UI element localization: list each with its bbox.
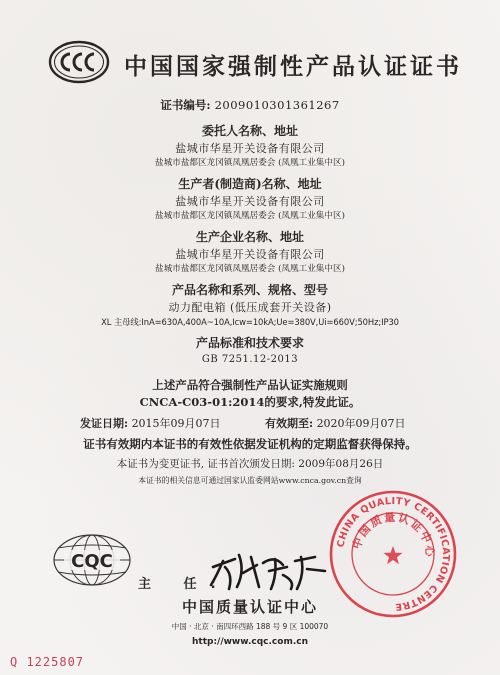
inquiry-note: 本证书的相关信息可通过国家认监委网站www.cnca.gov.cn查询 [138, 476, 362, 485]
factory-address: 盐城市盐都区龙冈镇凤凰居委会 (凤凰工业集中区) [155, 264, 345, 274]
expiry-date: 2020年09月07日 [316, 417, 406, 430]
issuer-url[interactable]: http://www.cqc.com.cn [191, 637, 308, 647]
certificate-number [0, 97, 500, 113]
director-signature [205, 545, 335, 593]
manufacturer-label: 生产者(制造商)名称、地址 [178, 177, 322, 191]
product-name: 动力配电箱 (低压成套开关设备) [168, 301, 332, 314]
applicant-label: 委托人名称、地址 [201, 124, 298, 138]
product-label: 产品名称和系列、规格、型号 [171, 283, 328, 297]
factory-label: 生产企业名称、地址 [195, 230, 304, 244]
serial-number: Q 1225807 [10, 655, 85, 669]
expiry-date-label: 有效期至: [265, 417, 314, 430]
certificate-number-value: 2009010301361267 [214, 98, 340, 112]
standard-value: GB 7251.12-2013 [201, 354, 299, 365]
issue-date-label: 发证日期: [80, 417, 129, 430]
issue-date: 2015年09月07日 [131, 417, 221, 430]
cqc-globe-icon [50, 532, 134, 588]
change-note: 本证书为变更证书, 证书首次颁发日期: 2009年08月26日 [116, 458, 384, 470]
certificate-title: 中国国家强制性产品认证证书 [124, 54, 462, 80]
validity-note: 证书有效期内本证书的有效性依据发证机构的定期监督获得保持。 [83, 437, 417, 451]
rule-line-2: CNCA-C03-01:2014的要求,特发此证。 [139, 395, 361, 409]
applicant-address: 盐城市盐都区龙冈镇凤凰居委会 (凤凰工业集中区) [155, 158, 345, 168]
issuer-name: 中国质量认证中心 [181, 598, 318, 616]
stamp-inner-text: 中国质量认证中心 [350, 510, 437, 559]
manufacturer-address: 盐城市盐都区龙冈镇凤凰居委会 (凤凰工业集中区) [155, 211, 345, 221]
director-label: 主 任: [138, 577, 230, 592]
cqc-logo-text: CQC [71, 551, 113, 572]
stamp-outer-text: CHINA QUALITY CERTIFICATION CENTRE [335, 495, 452, 613]
rule-line-1: 上述产品符合强制性产品认证实施规则 [152, 378, 348, 392]
applicant-name: 盐城市华星开关设备有限公司 [175, 142, 325, 155]
certificate-number-label: 证书编号: [160, 98, 211, 112]
stamp-star-icon [383, 546, 402, 564]
ccc-logo-icon [48, 40, 110, 84]
product-spec: XL 主母线:InA=630A,400A~10A,Icw=10kA;Ue=380V,Ui=660V;50Hz;IP30 [101, 317, 399, 327]
manufacturer-name: 盐城市华星开关设备有限公司 [175, 195, 325, 208]
standard-label: 产品标准和技术要求 [195, 336, 304, 350]
issuer-address: 中国 · 北京 · 南四环西路 188 号 9 区 100070 [171, 622, 329, 631]
factory-name: 盐城市华星开关设备有限公司 [175, 248, 325, 261]
